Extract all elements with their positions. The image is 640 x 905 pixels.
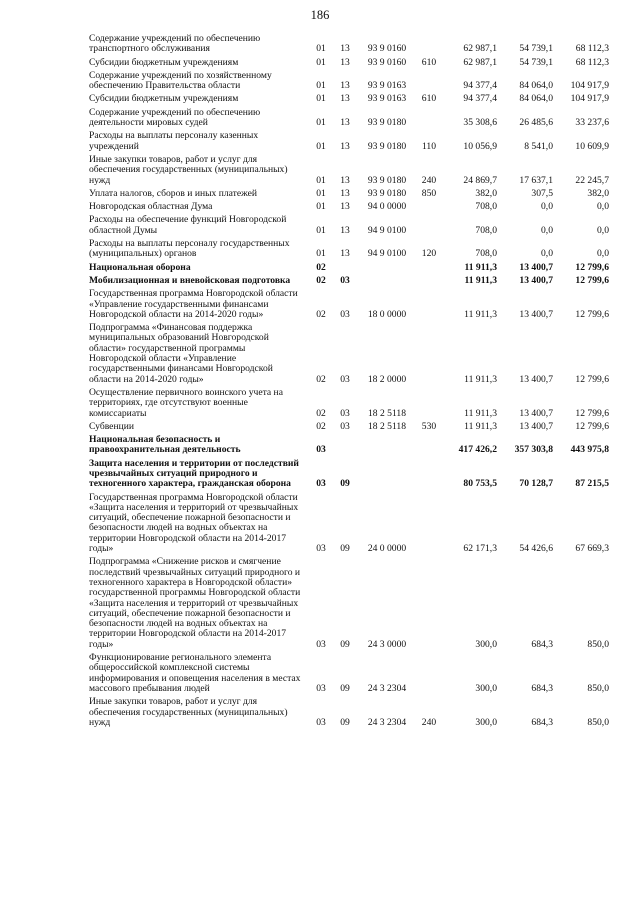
row-value-1: 94 377,4 <box>463 93 497 105</box>
row-value-1: 10 056,9 <box>463 140 497 152</box>
row-value-1: 35 308,6 <box>463 117 497 129</box>
row-name: Содержание учреждений по хозяйственному обеспечению Правительства области <box>89 69 272 92</box>
row-prz-code: 13 <box>340 174 350 186</box>
row-csr-code: 93 9 0180 <box>367 140 407 152</box>
row-vr-code: 850 <box>421 187 437 199</box>
row-csr-code: 24 3 2304 <box>367 682 407 694</box>
row-value-2: 13 400,7 <box>519 420 553 432</box>
row-vr-code: 120 <box>421 248 437 260</box>
row-value-3: 382,0 <box>587 187 609 199</box>
row-csr-code: 24 0 0000 <box>367 543 407 555</box>
row-value-3: 68 112,3 <box>575 56 609 68</box>
row-rz-code: 01 <box>316 248 326 260</box>
row-prz-code: 03 <box>340 274 350 286</box>
row-rz-code: 03 <box>316 682 326 694</box>
row-prz-code: 13 <box>340 201 350 213</box>
row-value-1: 11 911,3 <box>464 407 497 419</box>
row-value-2: 684,3 <box>531 682 553 694</box>
row-csr-code: 24 3 2304 <box>367 716 407 728</box>
row-value-1: 11 911,3 <box>464 261 497 273</box>
table-row <box>89 323 609 385</box>
row-name: Содержание учреждений по обеспечению транспортного обслуживания <box>89 33 261 55</box>
row-rz-code: 02 <box>316 261 326 273</box>
row-rz-code: 02 <box>316 308 326 320</box>
row-value-2: 70 128,7 <box>519 478 553 490</box>
row-name: Новгородская областная Дума <box>89 201 213 213</box>
row-value-1: 11 911,3 <box>464 420 497 432</box>
table-row <box>89 202 609 212</box>
row-prz-code: 13 <box>340 93 350 105</box>
row-prz-code: 13 <box>340 140 350 152</box>
row-value-2: 684,3 <box>531 716 553 728</box>
row-prz-code: 13 <box>340 117 350 129</box>
row-value-3: 0,0 <box>597 201 609 213</box>
row-prz-code: 13 <box>340 224 350 236</box>
row-name: Функционирование регионального элемента общероссийской комплексной системы информирования и оповещения населения в местах массового пребывания людей <box>89 652 301 694</box>
row-value-3: 12 799,6 <box>575 420 609 432</box>
row-value-1: 708,0 <box>475 201 497 213</box>
row-value-1: 80 753,5 <box>463 478 497 490</box>
table-row <box>89 108 609 129</box>
row-rz-code: 01 <box>316 56 326 68</box>
table-row <box>89 289 609 320</box>
row-value-2: 13 400,7 <box>519 407 553 419</box>
row-prz-code: 13 <box>340 43 350 55</box>
table-row <box>89 557 609 650</box>
row-value-3: 12 799,6 <box>575 261 609 273</box>
row-name: Национальная безопасность и правоохранительная деятельность <box>89 434 241 456</box>
row-value-2: 17 637,1 <box>519 174 553 186</box>
row-rz-code: 02 <box>316 274 326 286</box>
table-row <box>89 459 609 490</box>
row-value-2: 13 400,7 <box>519 373 553 385</box>
row-name: Субсидии бюджетным учреждениям <box>89 56 239 68</box>
row-csr-code: 93 9 0160 <box>367 43 407 55</box>
row-value-1: 94 377,4 <box>463 80 497 92</box>
row-value-1: 300,0 <box>475 716 497 728</box>
row-value-2: 0,0 <box>541 248 553 260</box>
row-value-1: 62 171,3 <box>463 543 497 555</box>
row-value-1: 708,0 <box>475 224 497 236</box>
row-value-3: 850,0 <box>587 716 609 728</box>
row-name: Субсидии бюджетным учреждениям <box>89 93 239 105</box>
row-value-2: 357 303,8 <box>514 444 553 456</box>
row-vr-code: 240 <box>421 716 437 728</box>
page-number: 186 <box>310 8 330 22</box>
row-value-3: 12 799,6 <box>575 407 609 419</box>
row-csr-code: 94 0 0000 <box>367 201 407 213</box>
row-value-2: 307,5 <box>531 187 553 199</box>
row-rz-code: 01 <box>316 93 326 105</box>
row-name: Расходы на выплаты персоналу казенных учреждений <box>89 130 259 152</box>
row-prz-code: 09 <box>340 716 350 728</box>
row-value-1: 300,0 <box>475 638 497 650</box>
table-row <box>89 71 609 92</box>
table-row <box>89 215 609 236</box>
row-value-2: 54 739,1 <box>519 43 553 55</box>
row-value-2: 0,0 <box>541 224 553 236</box>
row-prz-code: 13 <box>340 248 350 260</box>
row-value-1: 62 987,1 <box>463 43 497 55</box>
row-value-2: 13 400,7 <box>519 308 553 320</box>
row-csr-code: 18 0 0000 <box>367 308 407 320</box>
row-value-3: 850,0 <box>587 638 609 650</box>
row-rz-code: 01 <box>316 140 326 152</box>
table-row <box>89 155 609 186</box>
row-rz-code: 03 <box>316 478 326 490</box>
row-csr-code: 93 9 0180 <box>367 187 407 199</box>
row-rz-code: 02 <box>316 373 326 385</box>
row-name: Расходы на обеспечение функций Новгородской областной Думы <box>89 214 287 236</box>
row-value-3: 67 669,3 <box>575 543 609 555</box>
table-row <box>89 388 609 419</box>
row-name: Подпрограмма «Снижение рисков и смягчение последствий чрезвычайных ситуаций природного и техногенного характера в Новгородской области» государственной программы Новгородской области «Защита населения и территорий от чрезвычайных ситуаций, обеспечение пожарной безопасности и безопасности людей на водных объектах на территории Новгородской области на 2014-2017 годы» <box>89 556 301 650</box>
row-prz-code: 09 <box>340 682 350 694</box>
row-value-1: 382,0 <box>475 187 497 199</box>
row-value-2: 84 064,0 <box>519 80 553 92</box>
row-rz-code: 03 <box>316 716 326 728</box>
row-rz-code: 01 <box>316 201 326 213</box>
row-value-3: 12 799,6 <box>575 308 609 320</box>
row-prz-code: 09 <box>340 543 350 555</box>
table-row <box>89 435 609 456</box>
row-prz-code: 09 <box>340 478 350 490</box>
row-prz-code: 03 <box>340 407 350 419</box>
table-row <box>89 131 609 152</box>
row-csr-code: 93 9 0160 <box>367 56 407 68</box>
row-name: Государственная программа Новгородской области «Защита населения и территорий от чрезвычайных ситуаций, обеспечение пожарной безопасности и безопасности людей на водных объектах на территории Новгородской области на 2014-2017 годы» <box>89 491 299 555</box>
row-value-1: 417 426,2 <box>458 444 497 456</box>
row-csr-code: 94 9 0100 <box>367 248 407 260</box>
table-row <box>89 697 609 728</box>
row-csr-code: 18 2 0000 <box>367 373 407 385</box>
row-value-2: 8 541,0 <box>524 140 553 152</box>
row-value-3: 33 237,6 <box>575 117 609 129</box>
row-csr-code: 93 9 0163 <box>367 80 407 92</box>
row-value-2: 84 064,0 <box>519 93 553 105</box>
row-value-2: 0,0 <box>541 201 553 213</box>
row-name: Защита населения и территории от последствий чрезвычайных ситуаций природного и техногенного характера, гражданская оборона <box>89 457 299 490</box>
row-value-3: 104 917,9 <box>570 93 609 105</box>
row-value-3: 87 215,5 <box>575 478 609 490</box>
row-value-2: 26 485,6 <box>519 117 553 129</box>
row-value-3: 104 917,9 <box>570 80 609 92</box>
row-rz-code: 01 <box>316 174 326 186</box>
row-vr-code: 110 <box>421 140 437 152</box>
row-value-1: 11 911,3 <box>464 274 497 286</box>
row-value-3: 68 112,3 <box>575 43 609 55</box>
row-csr-code: 94 9 0100 <box>367 224 407 236</box>
row-prz-code: 03 <box>340 308 350 320</box>
row-value-1: 708,0 <box>475 248 497 260</box>
row-csr-code: 93 9 0163 <box>367 93 407 105</box>
row-value-2: 13 400,7 <box>519 274 553 286</box>
row-prz-code: 13 <box>340 187 350 199</box>
row-value-1: 62 987,1 <box>463 56 497 68</box>
row-rz-code: 03 <box>316 444 326 456</box>
row-csr-code: 18 2 5118 <box>367 420 407 432</box>
row-value-1: 300,0 <box>475 682 497 694</box>
row-value-3: 22 245,7 <box>575 174 609 186</box>
row-rz-code: 01 <box>316 117 326 129</box>
row-name: Иные закупки товаров, работ и услуг для обеспечения государственных (муниципальных) нужд <box>89 696 288 728</box>
row-value-3: 12 799,6 <box>575 373 609 385</box>
row-prz-code: 13 <box>340 56 350 68</box>
row-vr-code: 530 <box>421 420 437 432</box>
row-value-2: 13 400,7 <box>519 261 553 273</box>
row-value-1: 11 911,3 <box>464 373 497 385</box>
row-value-3: 12 799,6 <box>575 274 609 286</box>
row-vr-code: 610 <box>421 56 437 68</box>
table-row <box>89 276 609 286</box>
row-value-3: 0,0 <box>597 248 609 260</box>
row-value-3: 0,0 <box>597 224 609 236</box>
row-name: Подпрограмма «Финансовая поддержка муниципальных образований Новгородской области» государственной программы Новгородской области «Управление государственными финансами Новгородской области на 2014-2020 годы» <box>89 322 273 385</box>
row-name: Осуществление первичного воинского учета на территориях, где отсутствуют военные комиссариаты <box>89 386 283 419</box>
table-row <box>89 263 609 273</box>
row-value-2: 54 426,6 <box>519 543 553 555</box>
table-row <box>89 239 609 260</box>
row-value-1: 11 911,3 <box>464 308 497 320</box>
table-row <box>89 422 609 432</box>
row-name: Уплата налогов, сборов и иных платежей <box>89 187 258 199</box>
row-value-2: 684,3 <box>531 638 553 650</box>
row-prz-code: 03 <box>340 373 350 385</box>
row-name: Расходы на выплаты персоналу государственных (муниципальных) органов <box>89 238 290 260</box>
row-name: Иные закупки товаров, работ и услуг для обеспечения государственных (муниципальных) нужд <box>89 153 288 186</box>
row-value-3: 10 609,9 <box>575 140 609 152</box>
row-value-3: 443 975,8 <box>570 444 609 456</box>
row-value-1: 24 869,7 <box>463 174 497 186</box>
table-row <box>89 34 609 55</box>
row-rz-code: 01 <box>316 43 326 55</box>
table-row <box>89 493 609 555</box>
row-rz-code: 03 <box>316 543 326 555</box>
row-rz-code: 01 <box>316 224 326 236</box>
row-prz-code: 03 <box>340 420 350 432</box>
row-value-3: 850,0 <box>587 682 609 694</box>
row-rz-code: 01 <box>316 187 326 199</box>
table-row <box>89 94 609 104</box>
table-row <box>89 653 609 694</box>
budget-table <box>89 34 609 728</box>
row-vr-code: 240 <box>421 174 437 186</box>
row-rz-code: 03 <box>316 638 326 650</box>
table-row <box>89 58 609 68</box>
row-prz-code: 13 <box>340 80 350 92</box>
row-csr-code: 24 3 0000 <box>367 638 407 650</box>
row-rz-code: 02 <box>316 420 326 432</box>
row-name: Субвенции <box>89 420 134 432</box>
row-prz-code: 09 <box>340 638 350 650</box>
row-csr-code: 18 2 5118 <box>367 407 407 419</box>
row-name: Национальная оборона <box>89 261 191 273</box>
row-rz-code: 02 <box>316 407 326 419</box>
row-name: Мобилизационная и вневойсковая подготовка <box>89 274 291 286</box>
row-rz-code: 01 <box>316 80 326 92</box>
row-name: Содержание учреждений по обеспечению деятельности мировых судей <box>89 106 261 129</box>
row-vr-code: 610 <box>421 93 437 105</box>
row-csr-code: 93 9 0180 <box>367 117 407 129</box>
row-value-2: 54 739,1 <box>519 56 553 68</box>
row-name: Государственная программа Новгородской области «Управление государственными финансами Новгородской области на 2014-2020 годы» <box>89 288 298 320</box>
row-csr-code: 93 9 0180 <box>367 174 407 186</box>
table-row <box>89 189 609 199</box>
